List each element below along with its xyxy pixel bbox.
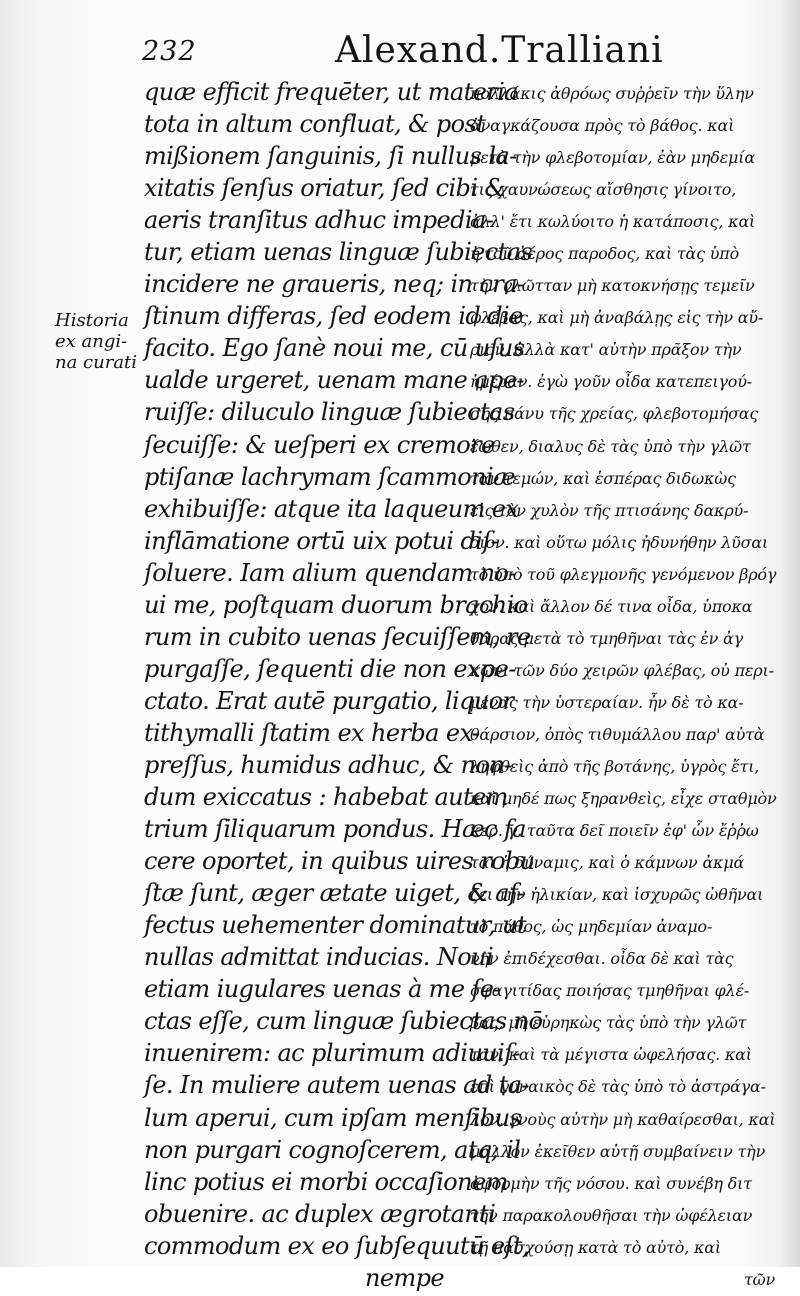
latin-text-line: ualde urgeret, uenam mane ape- (144, 366, 524, 395)
margin-note-line: Historia (55, 310, 129, 331)
greek-text-line: κερ. γ. ταῦτα δεῖ ποιεῖν ἐφ' ὧν ἔῤῥω (470, 821, 759, 841)
latin-text-line: ctas eſſe, cum linguæ ſubiectas nō (144, 1007, 543, 1036)
greek-text-line: εἰς τὸν χυλὸν τῆς πτισάνης δακρύ- (470, 500, 749, 520)
greek-text-line: σης πάνυ τῆς χρείας, φλεβοτομήσας (470, 404, 759, 424)
latin-text-line: exhibuiſſe: atque ita laqueum ex (144, 494, 519, 523)
greek-text-line: ζει τὴν ἡλικίαν, καὶ ἰσχυρῶς ὠθῆναι (470, 885, 764, 905)
greek-text-line: τὴν παρακολουθῆσαι τὴν ὠφέλειαν (470, 1205, 753, 1225)
latin-text-line: dum exiccatus : habebat autem (144, 783, 508, 812)
latin-text-line: ſoluere. Iam alium quendam no- (144, 558, 516, 587)
latin-text-line: tota in altum confluat, & post (144, 110, 486, 139)
latin-text-line: etiam iugulares uenas à me ſe- (144, 975, 501, 1004)
greek-text-line: θάρας μετὰ τὸ τμηθῆναι τὰς ἐν ἀγ (470, 628, 744, 648)
greek-text-line: λον, γνοὺς αὐτὴν μὴ καθαίρεσθαι, καὶ (470, 1109, 776, 1129)
latin-text-line: incidere ne graueris, neq; in cra- (144, 270, 525, 299)
latin-text-line: rum in cubito uenas ſecuiſſem, re (144, 622, 531, 651)
latin-text-line: linc potius ei morbi occaſionem (144, 1167, 508, 1196)
greek-text-line: θάρσιον, ὀπὸς τιθυμάλλου παρ' αὐτὰ (470, 724, 765, 744)
latin-text-line: mißionem ſanguinis, ſi nullus la- (144, 142, 517, 171)
greek-text-line: ἀναγκάζουσα πρὸς τὸ βάθος. καὶ (470, 116, 735, 136)
greek-text-line: τις χαυνώσεως αἴσθησις γίνοιτο, (470, 180, 737, 200)
latin-text-line: ſtinum differas, ſed eodem id die (144, 302, 523, 331)
greek-text-line: τὸ ὑπὸ τοῦ φλεγμονῆς γενόμενον βρόγ (470, 564, 777, 584)
latin-text-line: tithymalli ſtatim ex herba ex- (144, 718, 480, 747)
latin-text-line: ſtæ ſunt, æger ætate uiget, & af- (144, 879, 524, 908)
greek-text-line: φλέβας, καὶ μὴ ἀναβάλῃς εἰς τὴν αὔ- (470, 308, 764, 328)
greek-text-line: ληφθεὶς ἀπὸ τῆς βοτάνης, ὑγρὸς ἔτι, (470, 756, 760, 776)
latin-text-line: xitatis ſenſus oriatur, ſed cibi & (144, 174, 506, 203)
greek-text-line: ται ἡ δύναμις, καὶ ὁ κάμνων ἀκμά (470, 853, 745, 873)
latin-text-line: obuenire. ac duplex ægrotanti (144, 1199, 496, 1228)
greek-text-line: τῇ πασχούσῃ κατὰ τὸ αὐτὸ, καὶ (470, 1237, 721, 1257)
latin-text-line: fectus uehementer dominatur, ut (144, 911, 526, 940)
catchword: τῶν (743, 1269, 775, 1289)
margin-note (55, 310, 147, 373)
latin-text-line: tur, etiam uenas linguæ ſubiectas (144, 238, 533, 267)
greek-text-line: πολλάκις ἀθρόως συῤῥεῖν τὴν ὕλην (470, 84, 754, 103)
greek-text-line: χον. καὶ ἄλλον δέ τινα οἶδα, ὑποκα (470, 596, 753, 616)
latin-text-line: aeris tranſitus adhuc impedia- (144, 206, 494, 235)
greek-text-line: νὴν ἐπιδέχεσθαι. οἶδα δὲ καὶ τὰς (470, 949, 734, 969)
page-header (0, 30, 800, 80)
latin-text-line: ſe. In muliere autem uenas ad ta- (144, 1071, 529, 1100)
greek-text-line: ἡ τοῦ ἀέρος παροδος, καὶ τὰς ὑπὸ (470, 244, 740, 264)
greek-text-line: ἀλλ' ἔτι κωλύοιτο ἡ κατάποσις, καὶ (470, 212, 756, 232)
running-title: Alexand.Tralliani (335, 30, 664, 71)
greek-text-line: σφαγιτίδας ποιήσας τμηθῆναι φλέ- (470, 981, 750, 1001)
greek-text-line: ἕωθεν, διαλυς δὲ τὰς ὑπὸ τὴν γλῶτ (470, 436, 751, 456)
greek-text-line: ριον, ἀλλὰ κατ' αὐτὴν πρᾶξον τὴν (470, 340, 742, 360)
latin-text-line: ctato. Erat autē purgatio, liquor (144, 686, 514, 715)
latin-text-line: trium ſiliquarum pondus. Hæc fa (144, 815, 526, 844)
margin-note-line: na curati (55, 352, 138, 373)
greek-text-line: καὶ μηδέ πως ξηρανθεὶς, εἶχε σταθμὸν (470, 789, 777, 809)
latin-text-line: inuenirem: ac plurimum adiuuiſ- (144, 1039, 521, 1068)
greek-text-line: ἐπὶ γυναικὸς δὲ τὰς ὑπὸ τὸ ἀστράγα- (470, 1077, 766, 1097)
greek-text-line: ἀφορμὴν τῆς νόσου. καὶ συνέβη διτ (470, 1173, 752, 1193)
latin-text-line: cere oportet, in quibus uires robu (144, 847, 535, 876)
latin-text-line: non purgari cognoſcerem, atq; il (144, 1135, 521, 1164)
latin-text-line: ſecuiſſe: & ueſperi ex cremore (144, 430, 495, 459)
margin-note-line: ex angi- (55, 331, 128, 352)
greek-text-line: ἡμέραν. ἐγὼ γοῦν οἶδα κατεπειγού- (470, 372, 752, 392)
greek-text-line: τὸ πάθος, ὡς μηδεμίαν ἀναμο- (470, 917, 713, 937)
latin-text-line: commodum ex eo ſubſequutū eſt, (144, 1231, 529, 1260)
latin-text-line: facito. Ego ſanè noui me, cū uſus (144, 334, 525, 363)
greek-text-line: μετὰ τὴν φλεβοτομίαν, ἐὰν μηδεμία (470, 148, 755, 168)
greek-text-line: μένας τὴν ὑστεραίαν. ἦν δὲ τὸ κα- (470, 692, 744, 712)
greek-text-line: βας, μὴ εὑρηκὼς τὰς ὑπὸ τὴν γλῶτ (470, 1013, 747, 1033)
latin-text-line: ruiſſe: diluculo linguæ ſubiectas (144, 398, 515, 427)
greek-text-line: ταν, καὶ τὰ μέγιστα ὠφελήσας. καὶ (470, 1045, 752, 1065)
latin-text-line: nullas admittat inducias. Noui (144, 943, 494, 972)
latin-text-line: preſſus, humidus adhuc, & non- (144, 750, 512, 779)
latin-text-line: lum aperui, cum ipſam menſibus (144, 1103, 522, 1132)
greek-text-line: μᾶλλον ἐκεῖθεν αὐτῇ συμβαίνειν τὴν (470, 1141, 766, 1161)
page-number: 232 (142, 36, 197, 67)
latin-text-line: quæ efficit frequēter, ut materia (144, 78, 518, 106)
greek-text-line: ταν τεμών, καὶ ἑσπέρας διδωκὼς (470, 468, 736, 488)
greek-text-line: διον. καὶ οὕτω μόλις ἠδυνήθην λῦσαι (470, 532, 769, 552)
latin-text-line: inflāmatione ortū uix potui diſ- (144, 526, 499, 555)
latin-text-line: purgaſſe, ſequenti die non expe- (144, 654, 516, 683)
greek-text-line: κῶνι τῶν δύο χειρῶν φλέβας, οὐ περι- (470, 660, 774, 680)
catchword: nempe (365, 1263, 444, 1292)
latin-text-line: ui me, poſtquam duorum brachio (144, 590, 528, 619)
latin-text-column (144, 76, 543, 1294)
greek-text-line: τὴν γλῶτταν μὴ κατοκνήσῃς τεμεῖν (470, 276, 755, 296)
greek-text-column (470, 78, 775, 1296)
latin-text-line: ptiſanæ lachrymam ſcammoniæ (144, 462, 515, 491)
